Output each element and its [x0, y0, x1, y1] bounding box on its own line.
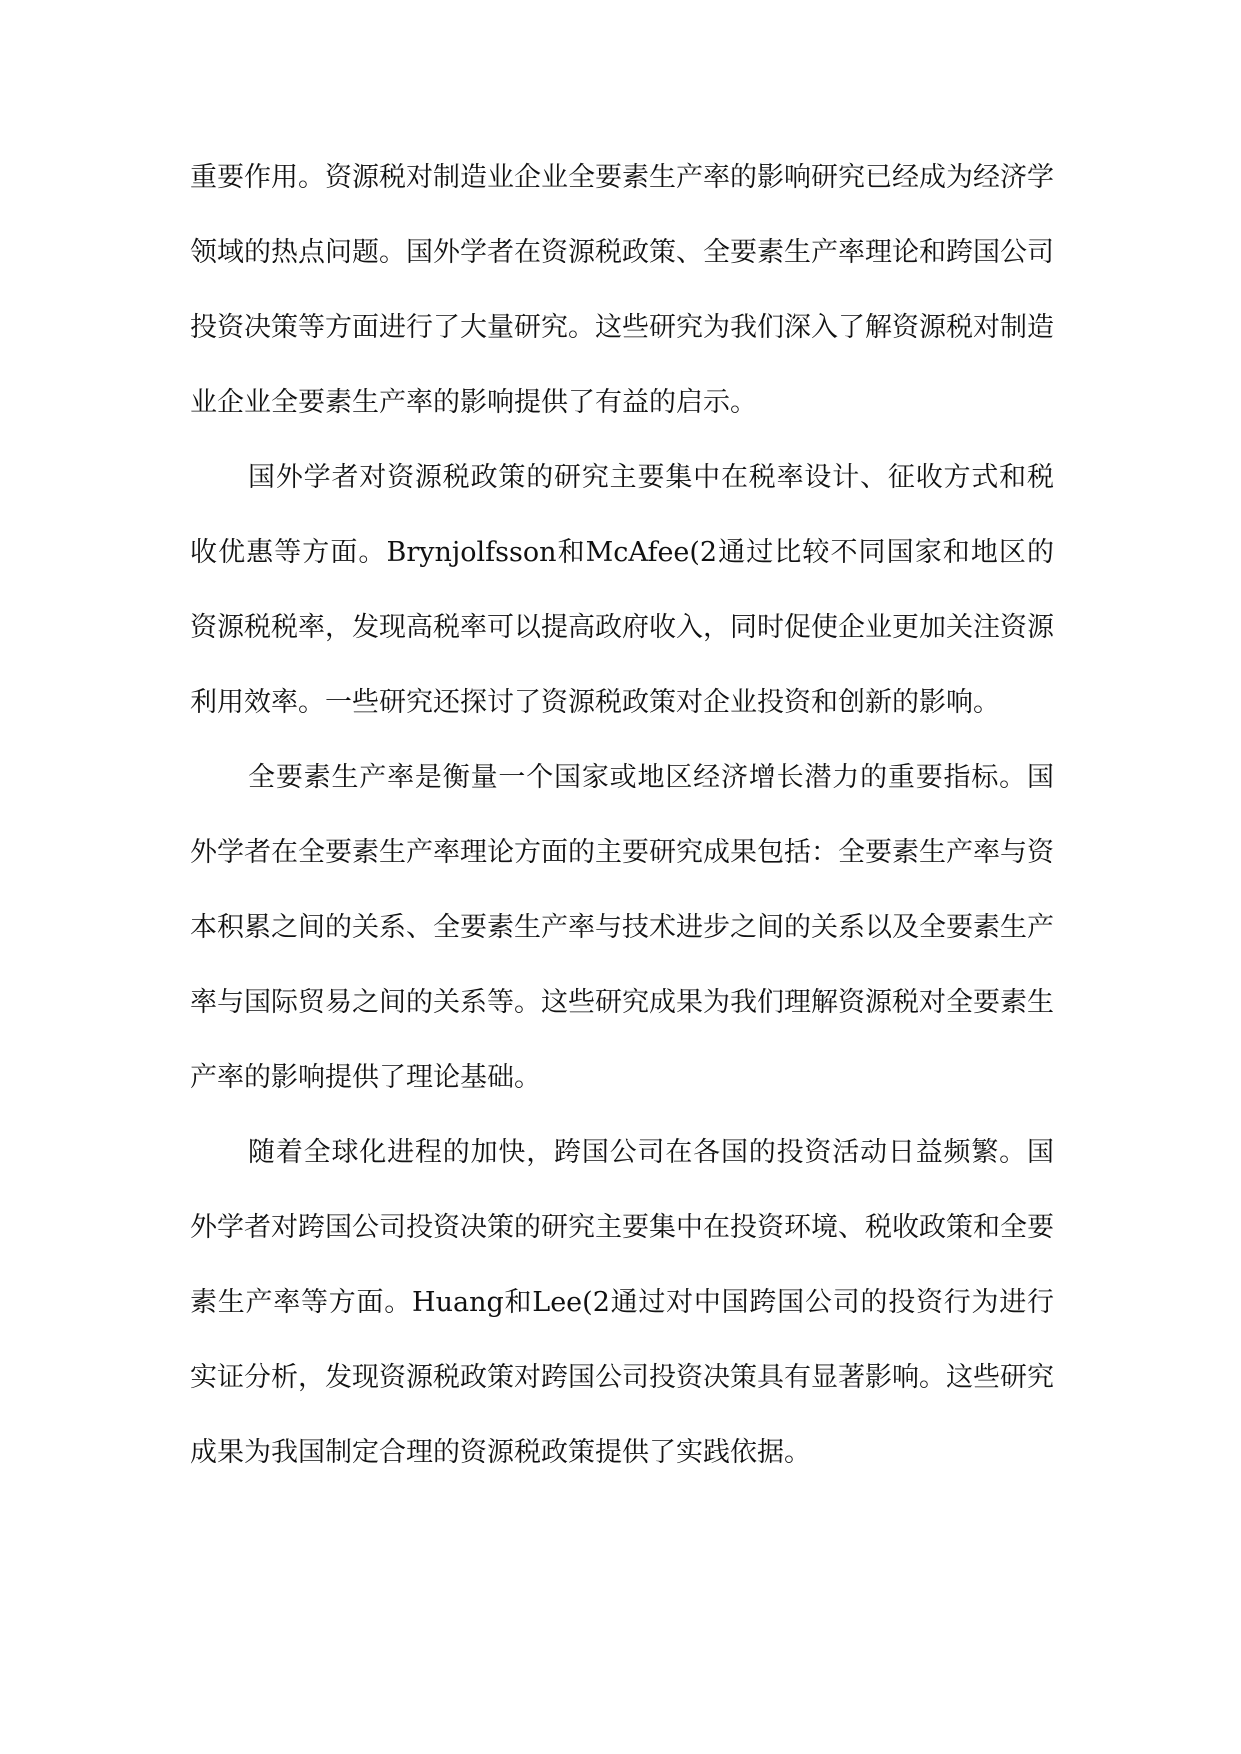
- paragraph-continued: 重要作用。资源税对制造业企业全要素生产率的影响研究已经成为经济学领域的热点问题。国外学者在资源税政策、全要素生产率理论和跨国公司投资决策等方面进行了大量研究。这些研究为我们深入了解资源税对制造业企业全要素生产率的影响提供了有益的启示。: [190, 162, 1054, 418]
- paragraph-multinational-investment: 随着全球化进程的加快，跨国公司在各国的投资活动日益频繁。国外学者对跨国公司投资决策的研究主要集中在投资环境、税收政策和全要素生产率等方面。Huang和Lee(2通过对中国跨国公司的投资行为进行实证分析，发现资源税政策对跨国公司投资决策具有显著影响。这些研究成果为我国制定合理的资源税政策提供了实践依据。: [190, 1137, 1054, 1468]
- paragraph-resource-tax-policy: 国外学者对资源税政策的研究主要集中在税率设计、征收方式和税收优惠等方面。Brynjolfsson和McAfee(2通过比较不同国家和地区的资源税税率，发现高税率可以提高政府收入，同时促使企业更加关注资源利用效率。一些研究还探讨了资源税政策对企业投资和创新的影响。: [190, 462, 1054, 718]
- document-body: [190, 140, 1054, 1490]
- paragraph-tfp-theory: 全要素生产率是衡量一个国家或地区经济增长潜力的重要指标。国外学者在全要素生产率理论方面的主要研究成果包括：全要素生产率与资本积累之间的关系、全要素生产率与技术进步之间的关系以及全要素生产率与国际贸易之间的关系等。这些研究成果为我们理解资源税对全要素生产率的影响提供了理论基础。: [190, 762, 1054, 1093]
